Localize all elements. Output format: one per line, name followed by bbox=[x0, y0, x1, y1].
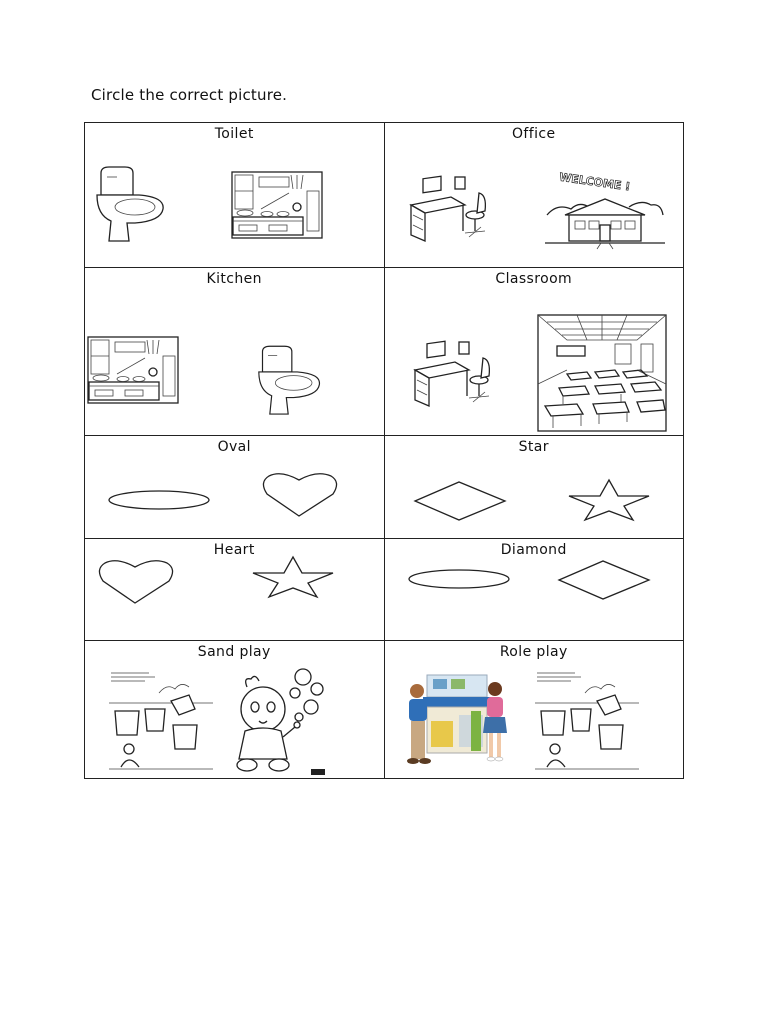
cell-label: Role play bbox=[499, 644, 568, 660]
cell-office bbox=[384, 123, 684, 268]
star-shape[interactable] bbox=[567, 478, 651, 522]
instruction-text: Circle the correct picture. bbox=[91, 86, 288, 104]
cell-label: Kitchen bbox=[206, 271, 262, 287]
cell-label: Heart bbox=[213, 542, 255, 558]
kitchen-picture[interactable] bbox=[231, 171, 323, 241]
cell-label: Star bbox=[518, 439, 549, 455]
kitchen-picture[interactable] bbox=[87, 336, 179, 406]
cell-sand-play bbox=[85, 641, 385, 779]
cell-label: Classroom bbox=[495, 271, 573, 287]
oval-shape[interactable] bbox=[107, 488, 211, 512]
sand-play-picture[interactable] bbox=[109, 669, 213, 773]
diamond-shape[interactable] bbox=[557, 559, 651, 601]
cell-star bbox=[384, 436, 684, 539]
cell-heart bbox=[85, 539, 385, 641]
toilet-picture[interactable] bbox=[257, 344, 323, 420]
office-desk-picture[interactable] bbox=[411, 340, 503, 408]
cell-diamond bbox=[384, 539, 684, 641]
cell-label: Toilet bbox=[214, 126, 254, 142]
baby-bubbles-picture[interactable] bbox=[233, 667, 329, 779]
diamond-shape[interactable] bbox=[413, 480, 507, 522]
sand-play-picture[interactable] bbox=[535, 669, 639, 773]
heart-shape[interactable] bbox=[97, 559, 177, 605]
cell-kitchen bbox=[85, 268, 385, 436]
cell-classroom bbox=[384, 268, 684, 436]
cell-label: Sand play bbox=[197, 644, 271, 660]
worksheet-table bbox=[84, 122, 684, 779]
cell-oval bbox=[85, 436, 385, 539]
welcome-sign-text: WELCOME ! bbox=[557, 170, 631, 194]
heart-shape[interactable] bbox=[261, 472, 341, 518]
cell-role-play bbox=[384, 641, 684, 779]
cell-label: Oval bbox=[217, 439, 251, 455]
oval-shape[interactable] bbox=[407, 567, 511, 591]
school-building-welcome-picture[interactable] bbox=[545, 171, 665, 249]
toilet-picture[interactable] bbox=[95, 165, 167, 247]
office-desk-picture[interactable] bbox=[407, 175, 499, 243]
cell-toilet bbox=[85, 123, 385, 268]
classroom-picture[interactable] bbox=[537, 314, 667, 434]
star-shape[interactable] bbox=[251, 555, 335, 599]
cell-label: Office bbox=[512, 126, 556, 142]
children-role-play-photo[interactable] bbox=[405, 671, 509, 769]
cell-label: Diamond bbox=[500, 542, 567, 558]
